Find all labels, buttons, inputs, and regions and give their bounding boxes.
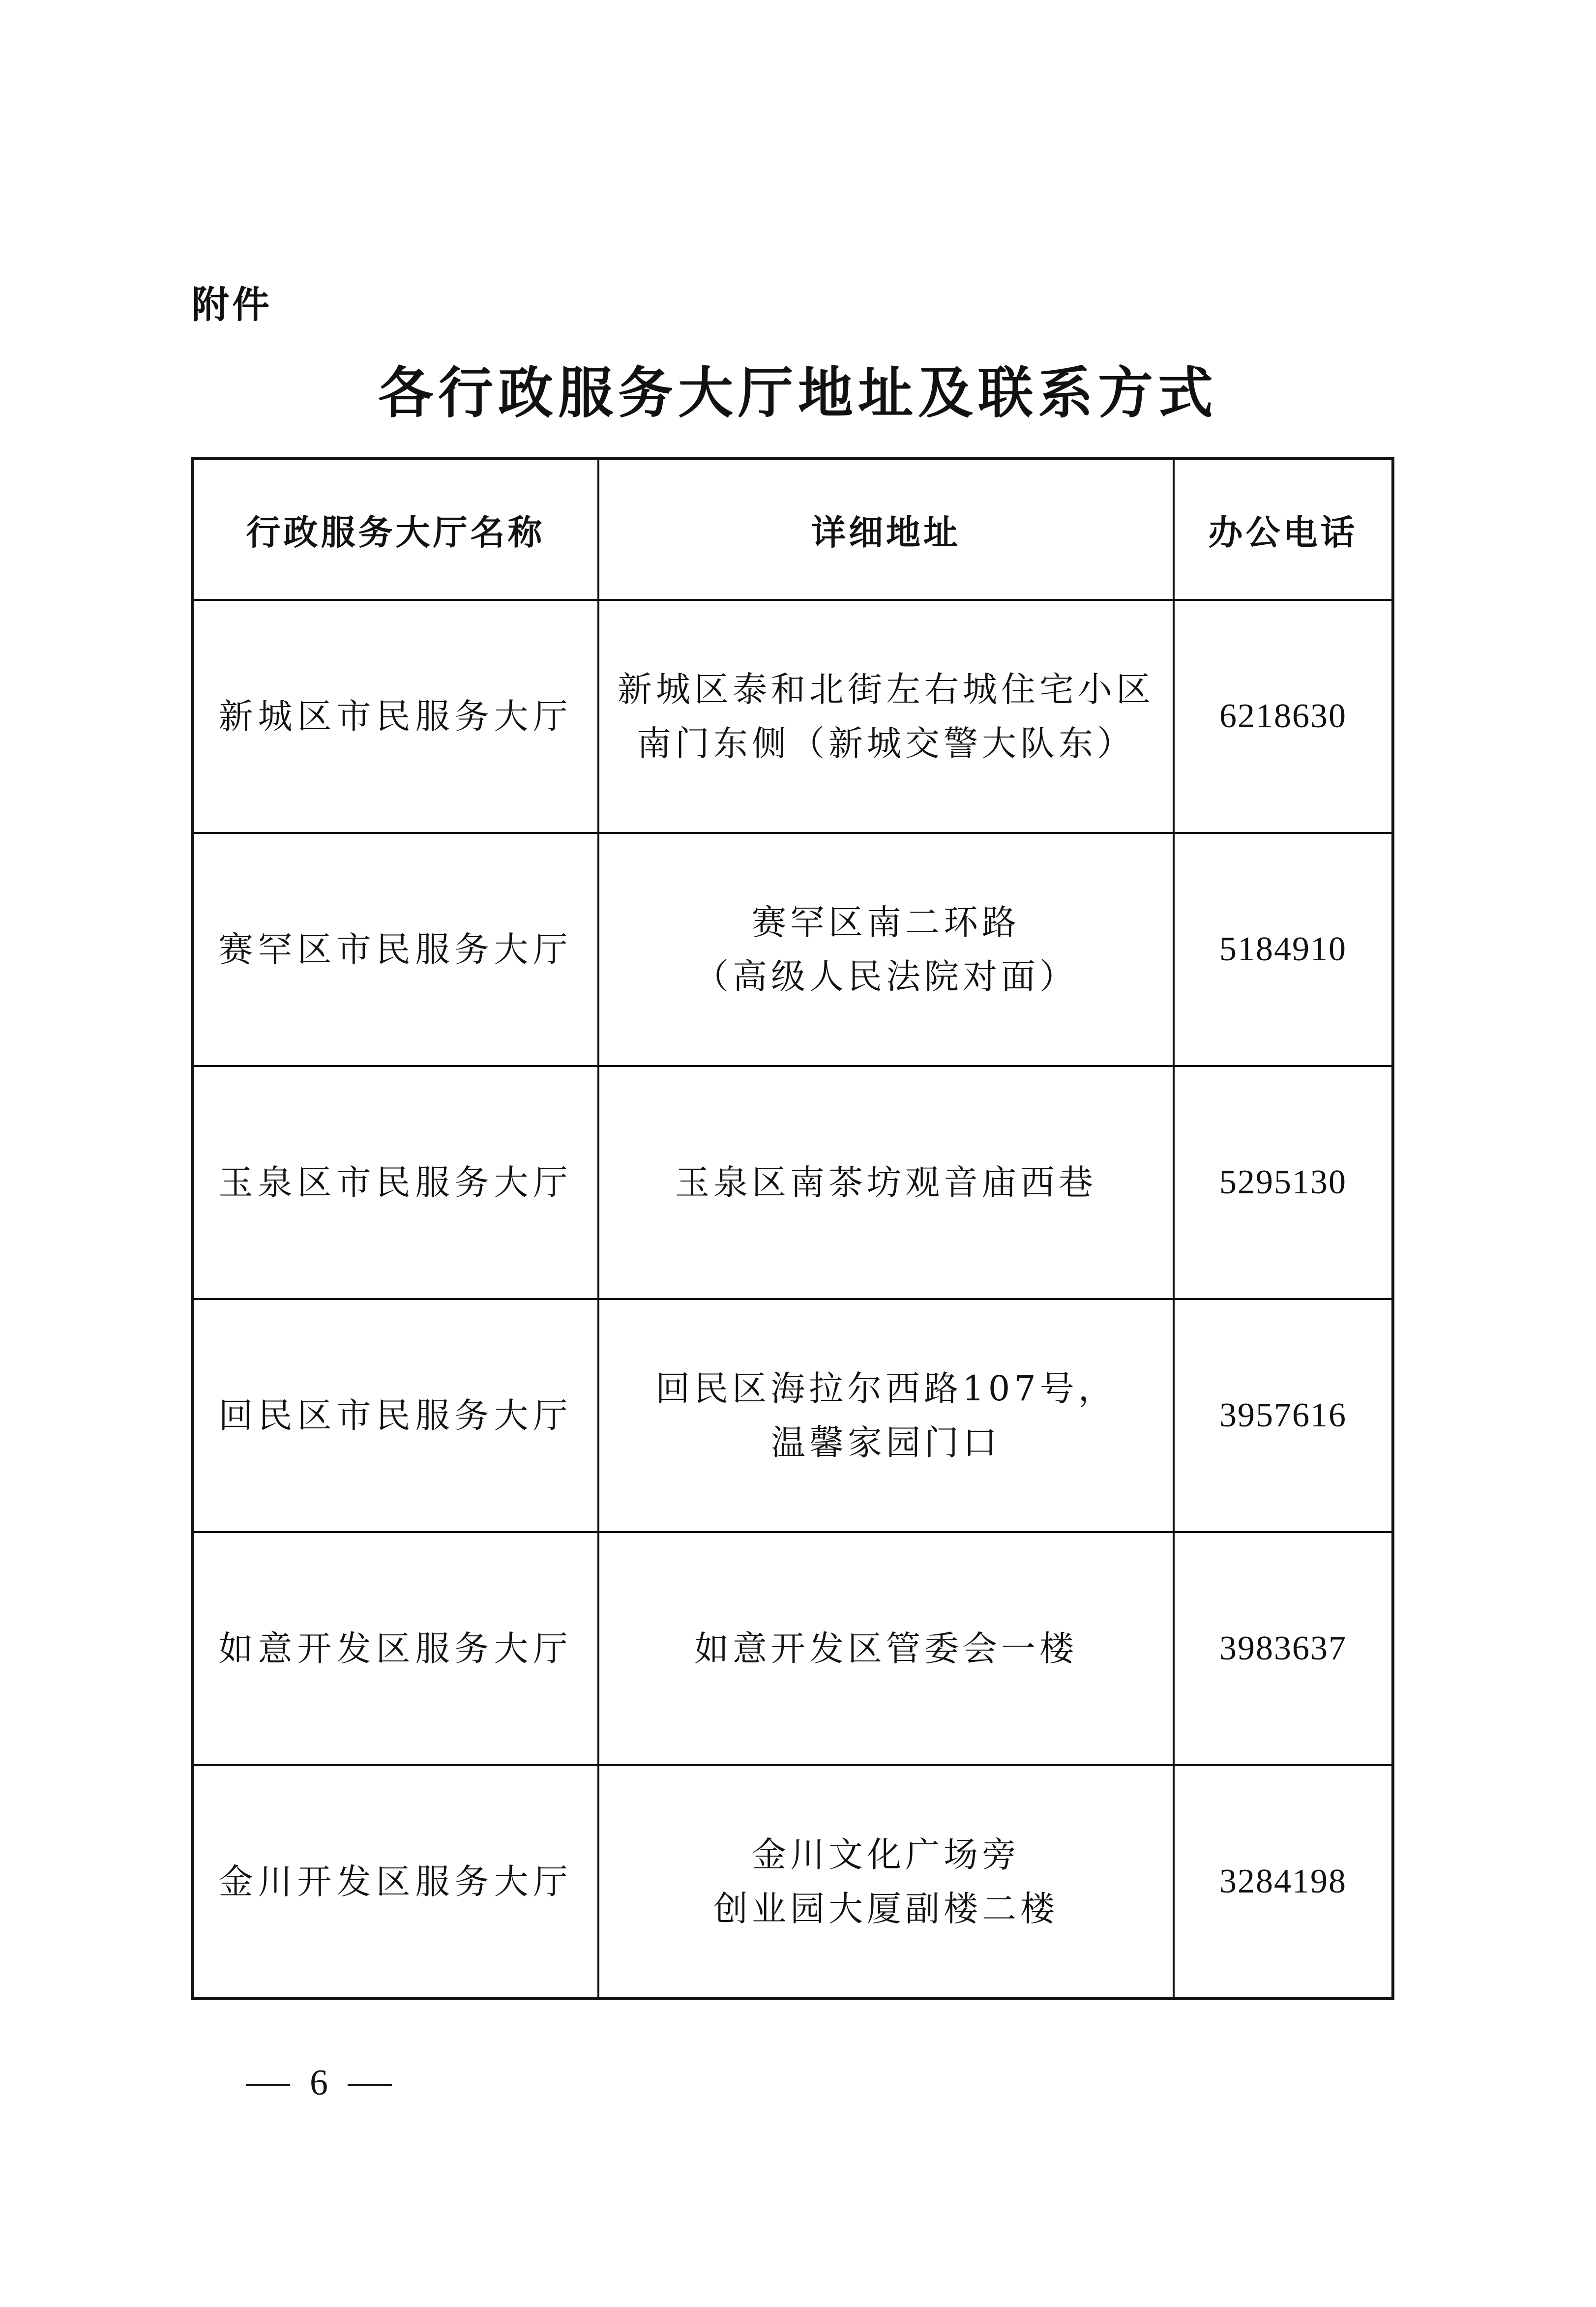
table-row: [192, 600, 1393, 833]
address-line: 新城区泰和北街左右城住宅小区: [618, 669, 1154, 710]
table-header-row: [192, 459, 1393, 600]
hall-phone: 6218630: [1174, 600, 1393, 833]
table-row: [192, 1299, 1393, 1532]
hall-name: 回民区市民服务大厅: [192, 1299, 598, 1532]
hall-name: 新城区市民服务大厅: [192, 600, 598, 833]
hall-address: [598, 833, 1174, 1066]
hall-name: 金川开发区服务大厅: [192, 1765, 598, 1999]
address-line: 如意开发区管委会一楼: [694, 1628, 1078, 1669]
page-number-dash-left: [246, 2084, 290, 2086]
address-line: 回民区海拉尔西路107号，: [655, 1368, 1117, 1409]
table-row: [192, 1066, 1393, 1299]
header-phone: 办公电话: [1174, 459, 1393, 600]
hall-address: [598, 1066, 1174, 1299]
hall-phone: 3983637: [1174, 1532, 1393, 1765]
hall-name: 玉泉区市民服务大厅: [192, 1066, 598, 1299]
address-line: 玉泉区南茶坊观音庙西巷: [675, 1162, 1097, 1203]
hall-name: 赛罕区市民服务大厅: [192, 833, 598, 1066]
hall-phone: 5184910: [1174, 833, 1393, 1066]
page-number-dash-right: [348, 2084, 392, 2086]
address-line: 金川文化广场旁: [752, 1834, 1020, 1875]
header-address: 详细地址: [598, 459, 1174, 600]
attachment-label: 附件: [192, 283, 272, 326]
address-line: 温馨家园门口: [771, 1422, 1001, 1463]
table-row: [192, 833, 1393, 1066]
page-title: 各行政服务大厅地址及联系方式: [378, 361, 1218, 425]
hall-phone: 3957616: [1174, 1299, 1393, 1532]
header-hall-name: 行政服务大厅名称: [192, 459, 598, 600]
address-line: （高级人民法院对面）: [694, 956, 1078, 997]
hall-address: [598, 1532, 1174, 1765]
service-hall-table: [191, 457, 1394, 2000]
hall-address: [598, 1299, 1174, 1532]
page-number: [226, 2060, 412, 2105]
address-line: 赛罕区南二环路: [752, 902, 1020, 943]
hall-phone: 3284198: [1174, 1765, 1393, 1999]
hall-address: [598, 1765, 1174, 1999]
address-line: 创业园大厦副楼二楼: [713, 1889, 1059, 1929]
table-row: [192, 1532, 1393, 1765]
table-row: [192, 1765, 1393, 1999]
page-number-value: 6: [310, 2063, 328, 2103]
hall-address: [598, 600, 1174, 833]
hall-phone: 5295130: [1174, 1066, 1393, 1299]
address-line: 南门东侧（新城交警大队东）: [637, 723, 1135, 764]
hall-name: 如意开发区服务大厅: [192, 1532, 598, 1765]
